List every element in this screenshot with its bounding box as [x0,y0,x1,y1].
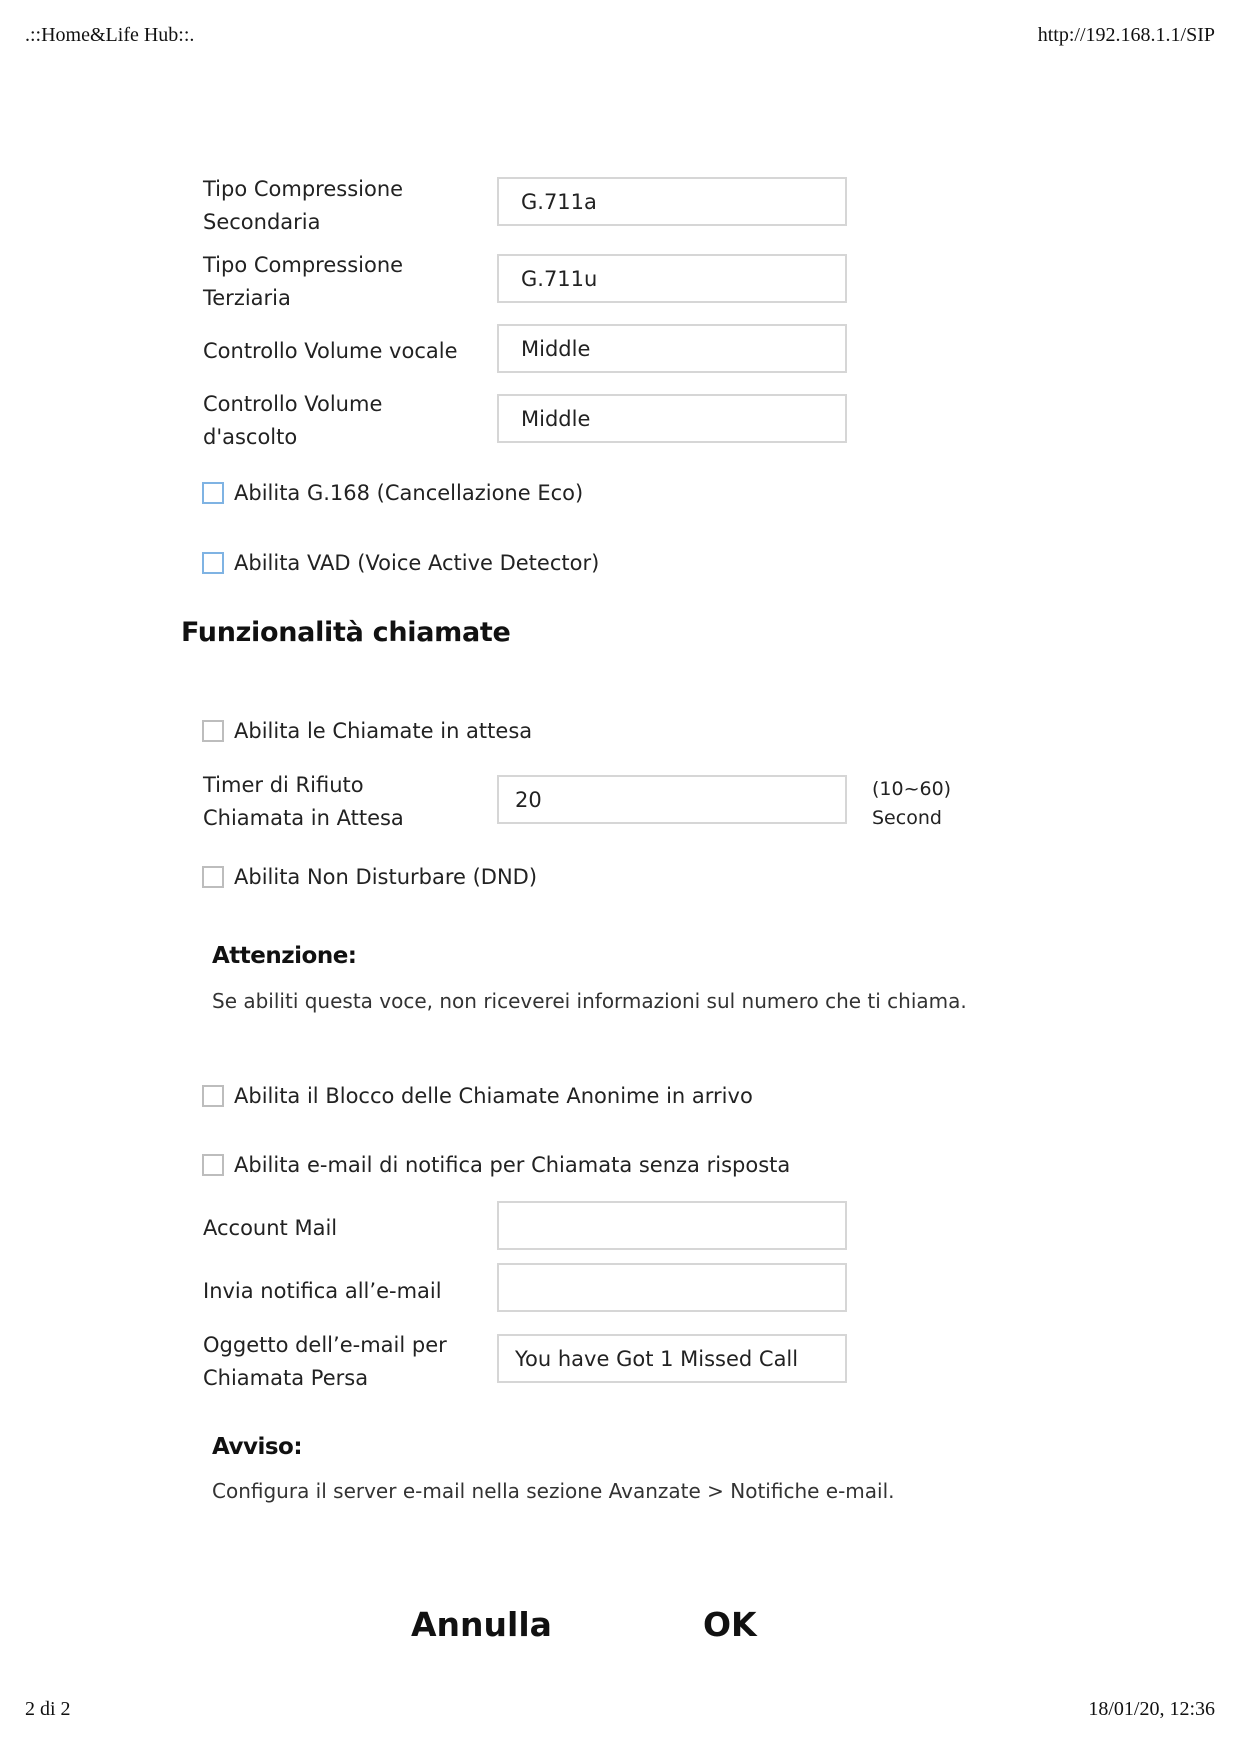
g168-checkbox[interactable] [202,482,224,504]
secondary-codec-select[interactable]: G.711a [497,177,847,226]
call-features-title: Funzionalità chiamate [181,617,511,648]
missed-email-checkbox[interactable] [202,1154,224,1176]
ok-button[interactable]: OK [703,1605,757,1644]
attention-title: Attenzione: [212,943,357,969]
mail-account-input[interactable] [497,1201,847,1250]
missed-email-option[interactable] [202,1153,790,1177]
voice-volume-label: Controllo Volume vocale [203,339,458,363]
print-page-number: 2 di 2 [25,1698,71,1720]
reject-timer-range: (10~60) Second [872,778,952,829]
anon-block-checkbox[interactable] [202,1085,224,1107]
notify-email-label: Invia notifica all’e-mail [203,1279,442,1303]
mail-account-label: Account Mail [203,1216,338,1240]
call-waiting-checkbox[interactable] [202,720,224,742]
anon-block-option[interactable] [202,1084,753,1108]
print-page-url: http://192.168.1.1/SIP [1037,24,1215,46]
dnd-checkbox[interactable] [202,866,224,888]
vad-option[interactable] [202,551,599,575]
missed-email-label: Abilita e-mail di notifica per Chiamata senza risposta [234,1153,791,1177]
vad-label: Abilita VAD (Voice Active Detector) [234,551,600,575]
call-waiting-label: Abilita le Chiamate in attesa [234,719,533,743]
vad-checkbox[interactable] [202,552,224,574]
voice-volume-select[interactable]: Middle [497,324,847,373]
email-subject-label: Oggetto dell’e-mail per Chiamata Persa [203,1333,447,1390]
listen-volume-label: Controllo Volume d'ascolto [203,392,383,449]
cancel-button[interactable]: Annulla [411,1605,552,1644]
notice-text: Configura il server e-mail nella sezione Avanzate > Notifiche e-mail. [212,1479,895,1503]
g168-option[interactable] [202,481,583,505]
anon-block-label: Abilita il Blocco delle Chiamate Anonime in arrivo [234,1084,753,1108]
call-waiting-option[interactable] [202,719,532,743]
print-footer [25,1698,1215,1721]
reject-timer-label: Timer di Rifiuto Chiamata in Attesa [203,773,404,830]
dnd-label: Abilita Non Disturbare (DND) [234,865,538,889]
g168-label: Abilita G.168 (Cancellazione Eco) [234,481,584,505]
notify-email-input[interactable] [497,1263,847,1312]
print-page-title: .::Home&Life Hub::. [25,24,195,46]
notice-title: Avviso: [212,1434,303,1460]
reject-timer-input[interactable]: 20 [497,775,847,824]
dnd-option[interactable] [202,865,537,889]
attention-text: Se abiliti questa voce, non riceverei informazioni sul numero che ti chiama. [212,989,967,1013]
print-datetime: 18/01/20, 12:36 [1088,1698,1215,1720]
email-subject-input[interactable]: You have Got 1 Missed Call [497,1334,847,1383]
print-header [25,24,1215,47]
secondary-codec-label: Tipo Compressione Secondaria [203,177,404,234]
tertiary-codec-select[interactable]: G.711u [497,254,847,303]
tertiary-codec-label: Tipo Compressione Terziaria [203,253,404,310]
listen-volume-select[interactable]: Middle [497,394,847,443]
